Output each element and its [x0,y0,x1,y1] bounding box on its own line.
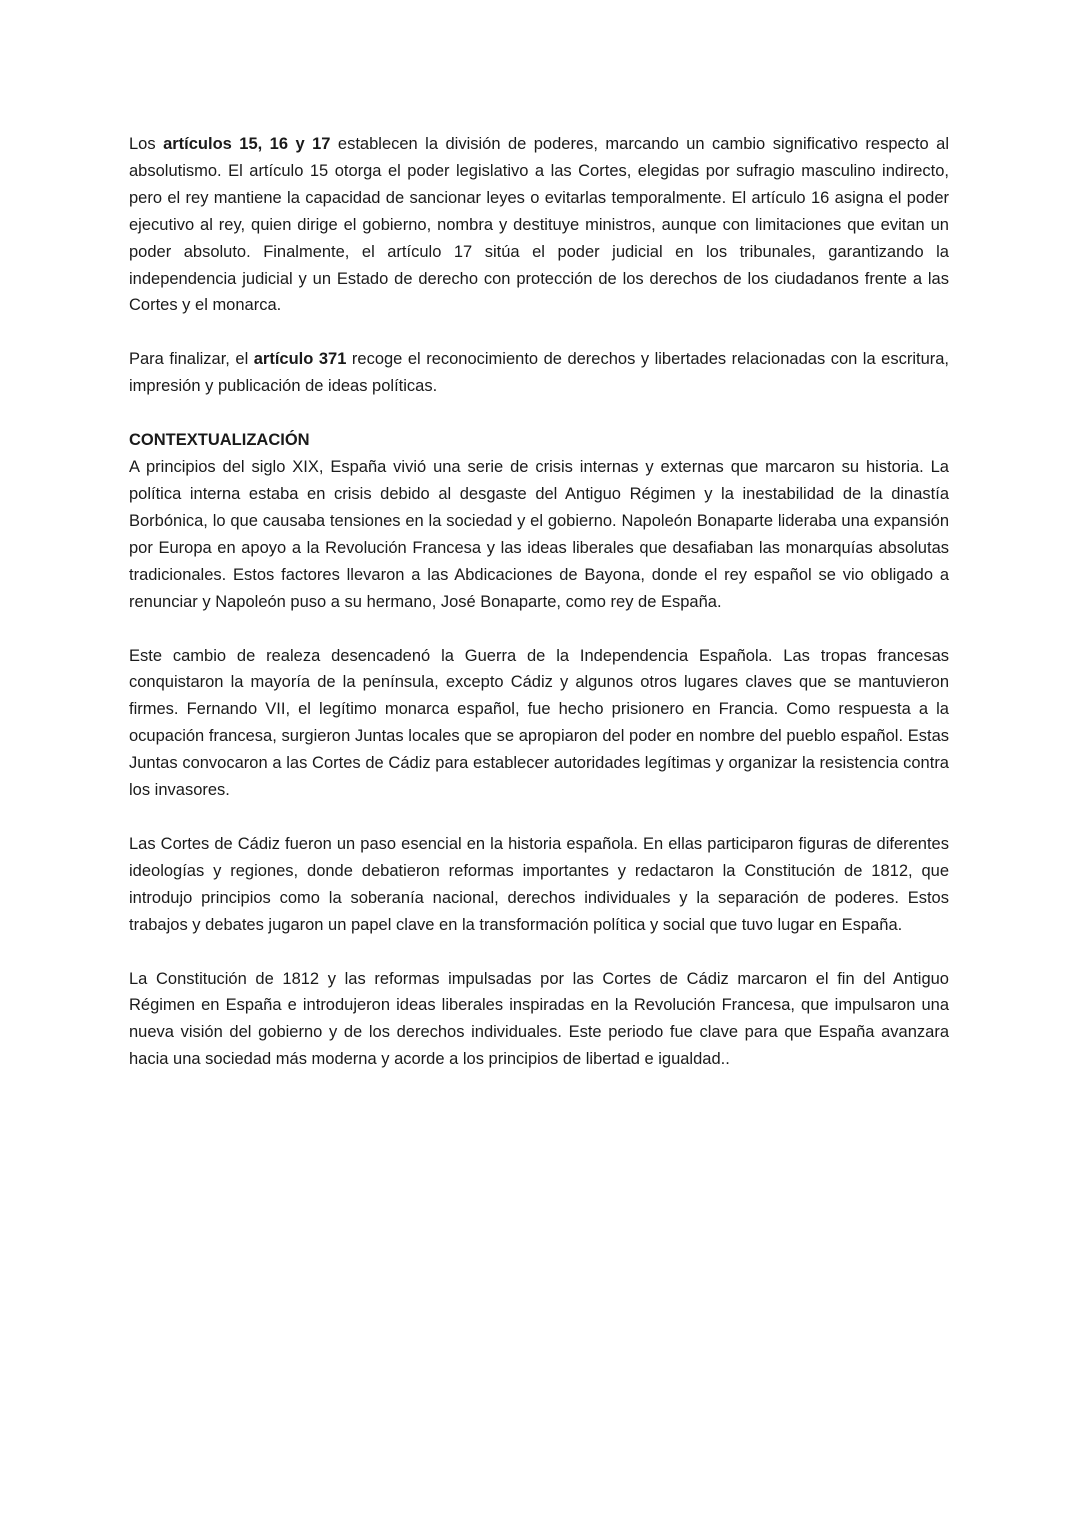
text-run: establecen la división de poderes, marcando un cambio significativo respecto al absolutismo. El artículo 15 otorga el poder legislativo a las Cortes, elegidas por sufragio masculino indirecto, pero el rey mantiene la capacidad de sancionar leyes o evitarlas temporalmente. El artículo 16 asigna el poder ejecutivo al rey, quien dirige el gobierno, nombra y destituye ministros, aunque con limitaciones que evitan un poder absoluto. Finalmente, el artículo 17 sitúa el poder judicial en los tribunales, garantizando la independencia judicial y un Estado de derecho con protección de los derechos de los ciudadanos frente a las Cortes y el monarca. [129,135,950,315]
text-run: A principios del siglo XIX, España vivió una serie de crisis internas y externas que marcaron su historia. La política interna estaba en crisis debido al desgaste del Antiguo Régimen y la inestabilidad de la dinastía Borbónica, lo que causaba tensiones en la sociedad y el gobierno. Napoleón Bonaparte lideraba una expansión por Europa en apoyo a la Revolución Francesa y las ideas liberales que desafiaban las monarquías absolutas tradicionales. Estos factores llevaron a las Abdicaciones de Bayona, donde el rey español se vio obligado a renunciar y Napoleón puso a su hermano, José Bonaparte, como rey de España. [129,458,949,611]
paragraph [129,131,949,319]
text-run: recoge el reconocimiento de derechos y libertades relacionadas con la escritura, impresión y publicación de ideas políticas. [129,350,950,396]
document-page [129,131,949,1073]
document-body [129,131,949,1073]
paragraph [129,966,949,1074]
bold-text-run: CONTEXTUALIZACIÓN [129,431,310,450]
text-run: Las Cortes de Cádiz fueron un paso esencial en la historia española. En ellas participaron figuras de diferentes ideologías y regiones, donde debatieron reformas importantes y redactaron la Constitución de 1812, que introdujo principios como la soberanía nacional, derechos individuales y la separación de poderes. Estos trabajos y debates jugaron un papel clave en la transformación política y social que tuvo lugar en España. [129,834,949,934]
paragraph [129,643,949,804]
text-run: Los [129,135,164,153]
bold-text-run: artículos 15, 16 y 17 [163,135,331,153]
paragraph [129,346,949,400]
text-run: La Constitución de 1812 y las reformas impulsadas por las Cortes de Cádiz marcaron el fin del Antiguo Régimen en España e introdujeron ideas liberales inspiradas en la Revolución Francesa, que impulsaron una nueva visión del gobierno y de los derechos individuales. Este periodo fue clave para que España avanzara hacia una sociedad más moderna y acorde a los principios de libertad e igualdad.. [129,969,949,1069]
text-run: Este cambio de realeza desencadenó la Guerra de la Independencia Española. Las tropas francesas conquistaron la mayoría de la península, excepto Cádiz y algunos otros lugares claves que se mantuvieron firmes. Fernando VII, el legítimo monarca español, fue hecho prisionero en Francia. Como respuesta a la ocupación francesa, surgieron Juntas locales que se apropiaron del poder en nombre del pueblo español. Estas Juntas convocaron a las Cortes de Cádiz para establecer autoridades legítimas y organizar la resistencia contra los invasores. [129,646,949,800]
section-heading [129,427,949,454]
paragraph [129,831,949,939]
text-run: Para finalizar, el [129,350,254,369]
bold-text-run: artículo 371 [253,350,347,369]
paragraph [129,454,949,615]
